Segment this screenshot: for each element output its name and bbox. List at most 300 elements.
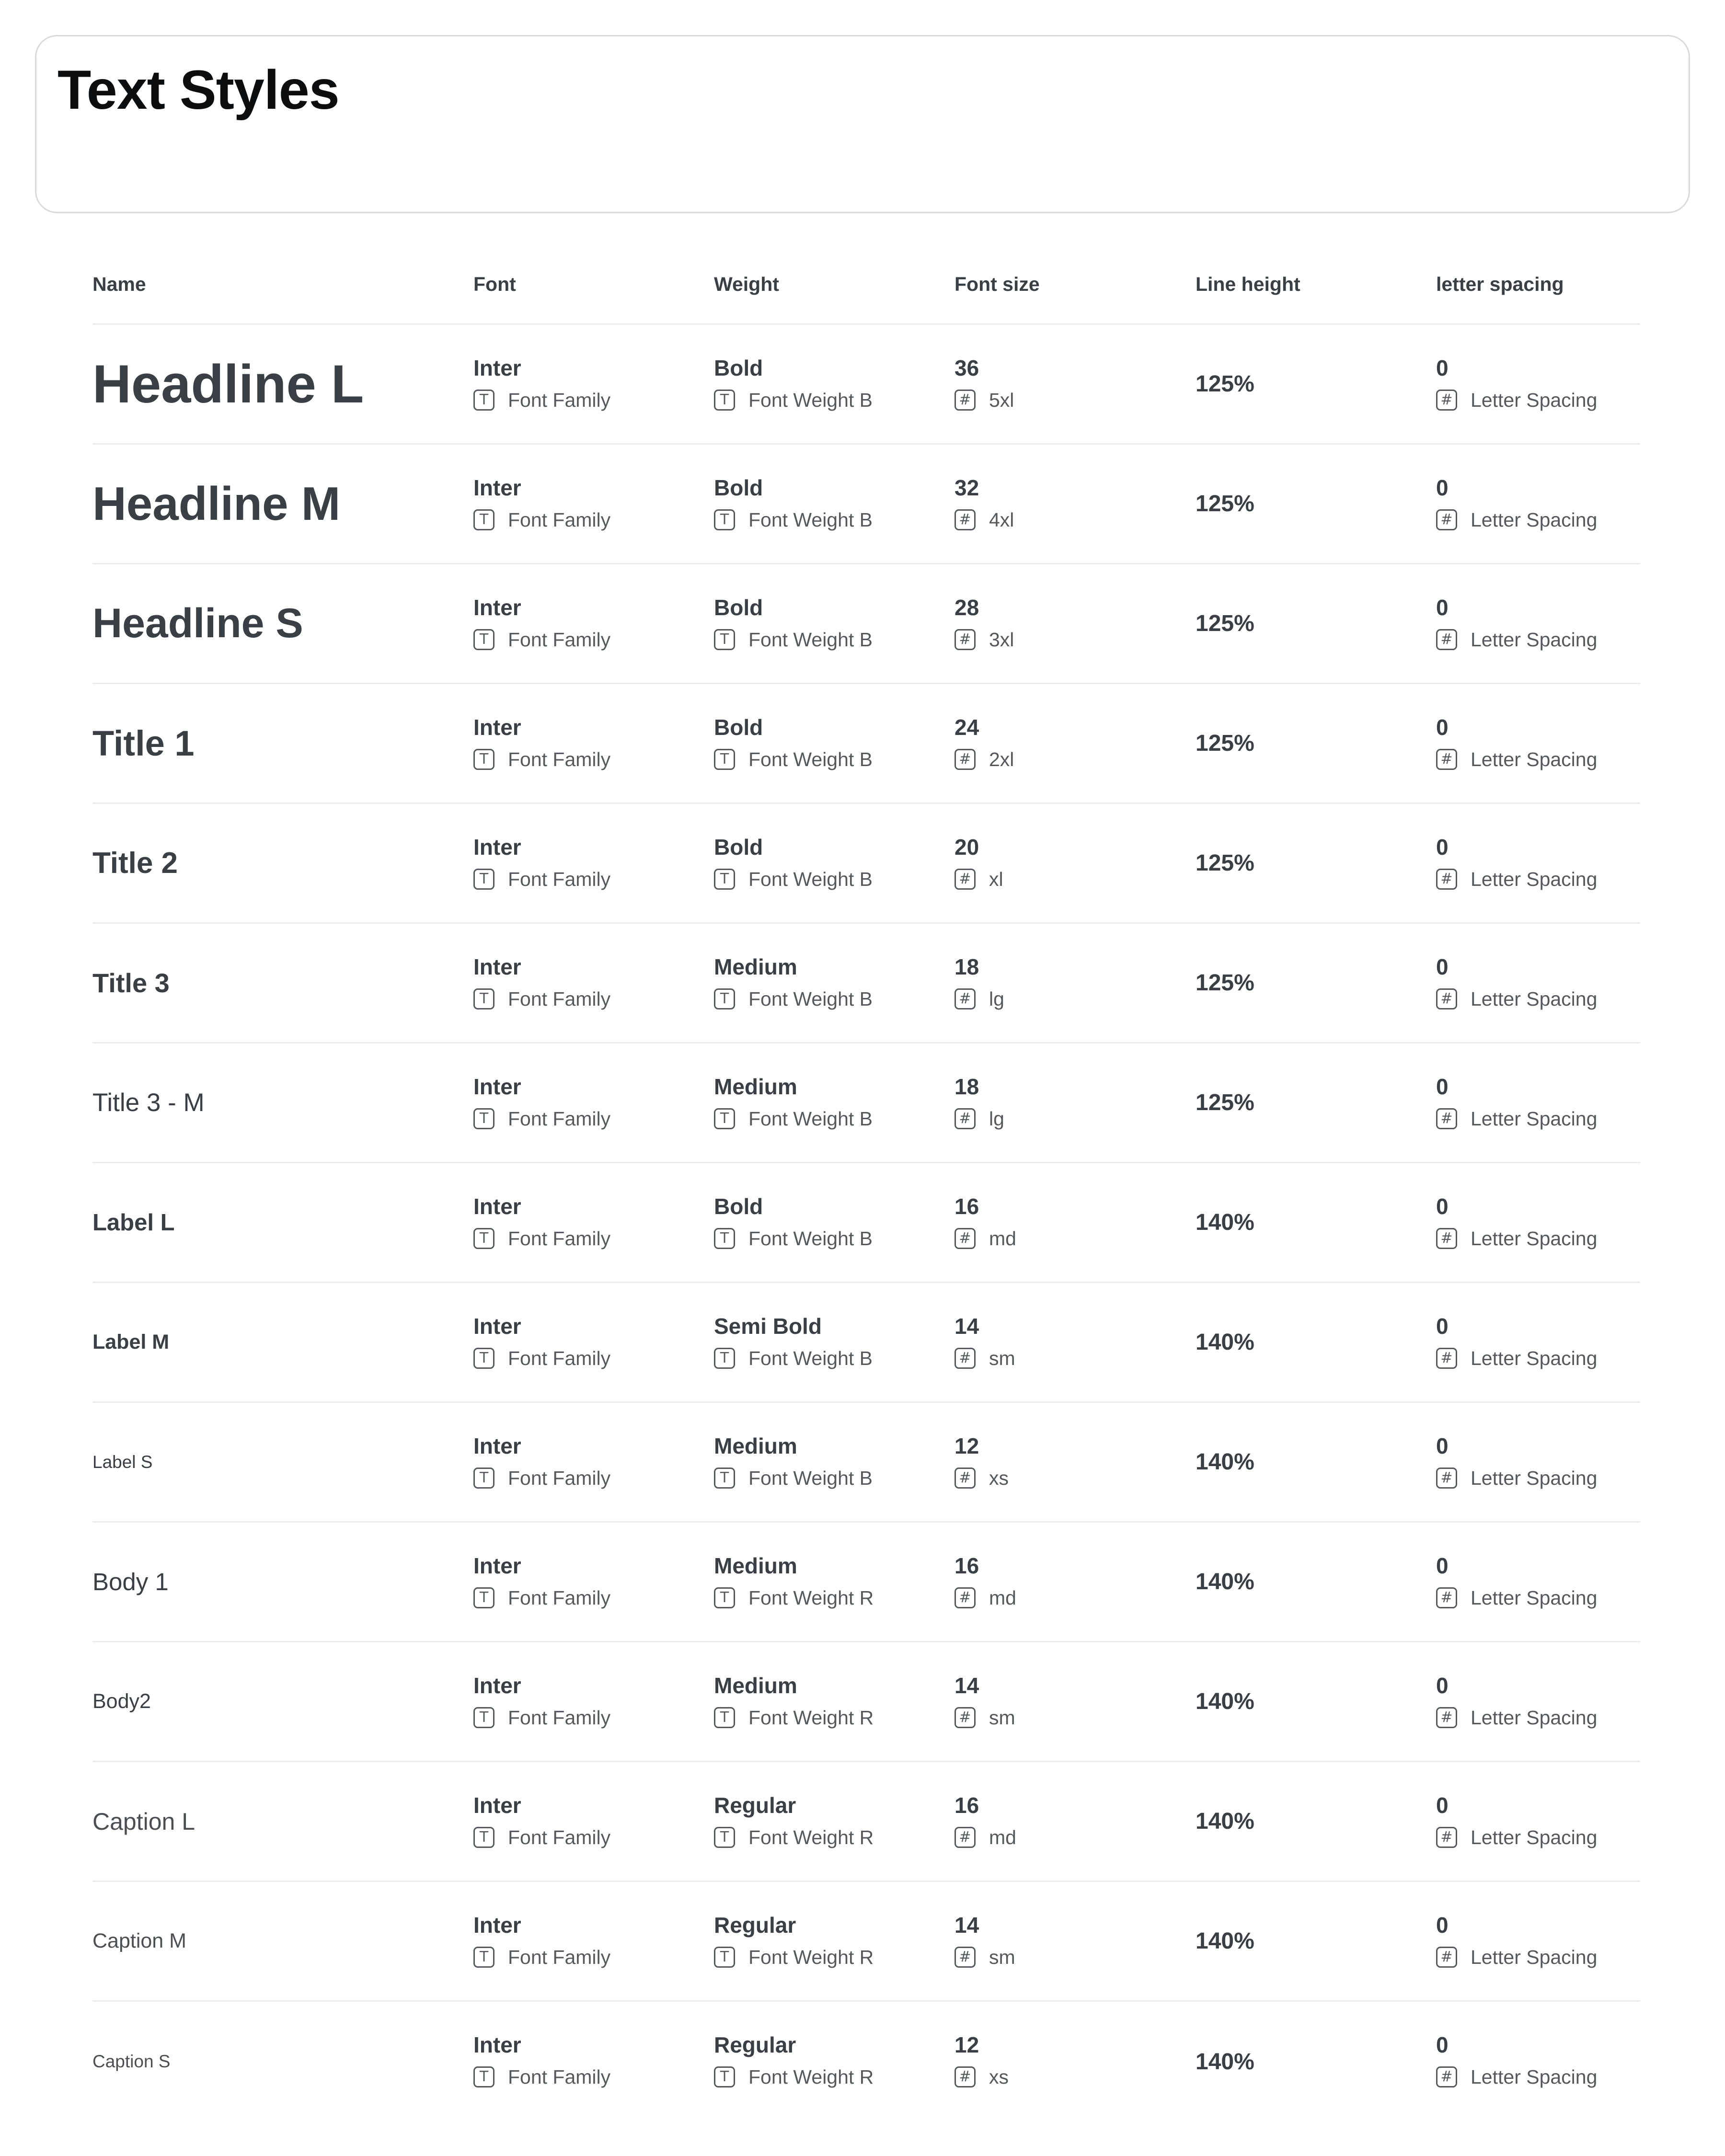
font-token-label: Font Family	[508, 1227, 611, 1250]
hash-icon: #	[954, 1108, 976, 1129]
weight-token	[714, 867, 873, 891]
hash-icon: #	[1436, 1108, 1457, 1129]
weight-token	[714, 987, 873, 1011]
weight-token	[714, 1825, 874, 1849]
type-icon: T	[714, 869, 735, 890]
style-name-cell	[92, 2002, 171, 2122]
letter-spacing-cell	[1436, 1073, 1597, 1131]
line-height-value: 140%	[1196, 2049, 1254, 2075]
font-token	[473, 1107, 610, 1131]
font-value: Inter	[473, 1074, 521, 1099]
style-name-cell	[92, 1044, 205, 1162]
style-name: Body 1	[92, 1568, 169, 1595]
font-size-token-label: xl	[989, 868, 1003, 890]
font-value: Inter	[473, 1434, 521, 1458]
font-size-token-label: xs	[989, 1467, 1009, 1489]
weight-value: Medium	[714, 1434, 797, 1458]
font-value: Inter	[473, 1194, 521, 1219]
font-cell	[473, 834, 610, 891]
font-size-cell	[954, 2031, 1009, 2089]
weight-token	[714, 1227, 873, 1250]
letter-spacing-token	[1436, 1586, 1597, 1610]
letter-spacing-cell	[1436, 1552, 1597, 1610]
weight-cell	[714, 1912, 874, 1969]
letter-spacing-value: 0	[1436, 356, 1449, 380]
weight-cell	[714, 1552, 874, 1610]
type-icon: T	[714, 1228, 735, 1249]
font-value: Inter	[473, 715, 521, 740]
hash-icon: #	[954, 390, 976, 411]
font-token-label: Font Family	[508, 2066, 611, 2088]
font-size-token-label: md	[989, 1587, 1016, 1609]
hash-icon: #	[954, 509, 976, 530]
font-size-value: 24	[954, 715, 979, 740]
font-size-cell	[954, 1672, 1015, 1730]
weight-token-label: Font Weight B	[748, 629, 873, 651]
letter-spacing-token-label: Letter Spacing	[1471, 748, 1598, 770]
weight-value: Bold	[714, 715, 763, 740]
weight-value: Regular	[714, 1913, 796, 1938]
font-value: Inter	[473, 1913, 521, 1938]
letter-spacing-cell	[1436, 1313, 1597, 1370]
font-size-value: 14	[954, 1314, 979, 1339]
hash-icon: #	[1436, 1348, 1457, 1369]
weight-token-label: Font Weight R	[748, 1707, 874, 1729]
letter-spacing-cell	[1436, 2031, 1597, 2089]
style-name-cell	[92, 445, 340, 563]
letter-spacing-cell	[1436, 953, 1597, 1011]
font-cell	[473, 714, 610, 771]
letter-spacing-value: 0	[1436, 595, 1449, 620]
font-size-value: 16	[954, 1553, 979, 1578]
letter-spacing-token	[1436, 1346, 1597, 1370]
type-icon: T	[473, 1587, 494, 1608]
font-token	[473, 1466, 610, 1490]
font-size-token	[954, 1227, 1016, 1250]
type-icon: T	[714, 1108, 735, 1129]
font-token	[473, 2065, 610, 2089]
type-icon: T	[473, 1108, 494, 1129]
font-size-value: 28	[954, 595, 979, 620]
font-size-token	[954, 1945, 1015, 1969]
hash-icon: #	[954, 629, 976, 650]
font-size-token-label: 5xl	[989, 389, 1014, 411]
hash-icon: #	[1436, 1707, 1457, 1728]
line-height-value: 140%	[1196, 1569, 1254, 1594]
table-row	[92, 1044, 1640, 1163]
letter-spacing-token-label: Letter Spacing	[1471, 1826, 1598, 1848]
letter-spacing-token	[1436, 1706, 1597, 1730]
font-size-value: 16	[954, 1194, 979, 1219]
weight-value: Bold	[714, 475, 763, 500]
type-icon: T	[473, 749, 494, 770]
weight-token-label: Font Weight B	[748, 1347, 873, 1369]
font-cell	[473, 953, 610, 1011]
font-size-value: 18	[954, 954, 979, 979]
hash-icon: #	[1436, 1228, 1457, 1249]
font-value: Inter	[473, 835, 521, 860]
style-name-cell	[92, 684, 195, 803]
column-header-name: Name	[92, 273, 146, 295]
style-name-cell	[92, 1882, 186, 2000]
weight-cell	[714, 953, 873, 1011]
font-size-token	[954, 747, 1014, 771]
letter-spacing-value: 0	[1436, 1074, 1449, 1099]
letter-spacing-value: 0	[1436, 1913, 1449, 1938]
font-size-token	[954, 628, 1014, 652]
font-size-value: 12	[954, 1434, 979, 1458]
style-name-cell	[92, 325, 364, 443]
letter-spacing-cell	[1436, 714, 1597, 771]
type-icon: T	[714, 1707, 735, 1728]
text-styles-table	[92, 254, 1640, 2122]
letter-spacing-token-label: Letter Spacing	[1471, 2066, 1598, 2088]
hash-icon: #	[954, 1707, 976, 1728]
weight-token	[714, 1346, 873, 1370]
letter-spacing-token	[1436, 2065, 1597, 2089]
font-token-label: Font Family	[508, 629, 611, 651]
type-icon: T	[473, 1228, 494, 1249]
letter-spacing-token	[1436, 508, 1597, 532]
hash-icon: #	[1436, 509, 1457, 530]
font-size-value: 20	[954, 835, 979, 860]
font-value: Inter	[473, 2032, 521, 2057]
weight-cell	[714, 714, 873, 771]
font-size-cell	[954, 714, 1014, 771]
font-size-value: 36	[954, 356, 979, 380]
weight-token-label: Font Weight B	[748, 988, 873, 1010]
letter-spacing-value: 0	[1436, 835, 1449, 860]
letter-spacing-value: 0	[1436, 1793, 1449, 1818]
hash-icon: #	[1436, 629, 1457, 650]
font-token-label: Font Family	[508, 988, 611, 1010]
font-size-cell	[954, 834, 1003, 891]
style-name-cell	[92, 1523, 169, 1641]
weight-token-label: Font Weight B	[748, 1467, 873, 1489]
letter-spacing-token-label: Letter Spacing	[1471, 629, 1598, 651]
font-cell	[473, 1792, 610, 1849]
line-height-value: 125%	[1196, 970, 1254, 996]
font-token-label: Font Family	[508, 868, 611, 890]
font-size-value: 14	[954, 1913, 979, 1938]
type-icon: T	[714, 1468, 735, 1489]
type-icon: T	[714, 749, 735, 770]
letter-spacing-value: 0	[1436, 1434, 1449, 1458]
weight-token-label: Font Weight B	[748, 509, 873, 531]
table-row	[92, 804, 1640, 924]
weight-token-label: Font Weight B	[748, 748, 873, 770]
type-icon: T	[473, 629, 494, 650]
letter-spacing-cell	[1436, 474, 1597, 532]
style-name: Title 3 - M	[92, 1089, 205, 1117]
line-height-value: 125%	[1196, 1090, 1254, 1115]
style-name: Headline L	[92, 354, 364, 414]
table-row	[92, 1882, 1640, 2002]
type-icon: T	[714, 1947, 735, 1968]
weight-token-label: Font Weight R	[748, 1587, 874, 1609]
letter-spacing-token	[1436, 388, 1597, 412]
weight-value: Regular	[714, 1793, 796, 1818]
type-icon: T	[714, 390, 735, 411]
font-token	[473, 987, 610, 1011]
font-size-token-label: 3xl	[989, 629, 1014, 651]
type-icon: T	[473, 1827, 494, 1848]
font-size-cell	[954, 1792, 1016, 1849]
font-token	[473, 508, 610, 532]
font-size-token	[954, 987, 1004, 1011]
font-value: Inter	[473, 1314, 521, 1339]
line-height-value: 140%	[1196, 1330, 1254, 1355]
font-value: Inter	[473, 954, 521, 979]
hash-icon: #	[954, 2066, 976, 2087]
font-size-token	[954, 1825, 1016, 1849]
weight-token-label: Font Weight R	[748, 1826, 874, 1848]
font-size-token	[954, 1346, 1015, 1370]
font-token-label: Font Family	[508, 1826, 611, 1848]
style-name: Body2	[92, 1690, 151, 1713]
font-size-token	[954, 1706, 1015, 1730]
font-size-token-label: 4xl	[989, 509, 1014, 531]
letter-spacing-token-label: Letter Spacing	[1471, 389, 1598, 411]
weight-token	[714, 1466, 873, 1490]
line-height-value: 140%	[1196, 1449, 1254, 1475]
font-size-token	[954, 1586, 1016, 1610]
letter-spacing-cell	[1436, 1193, 1597, 1250]
style-name: Caption L	[92, 1808, 196, 1835]
hash-icon: #	[1436, 1827, 1457, 1848]
table-row	[92, 1642, 1640, 1762]
font-token-label: Font Family	[508, 748, 611, 770]
type-icon: T	[714, 2066, 735, 2087]
letter-spacing-value: 0	[1436, 2032, 1449, 2057]
font-token	[473, 388, 610, 412]
font-token-label: Font Family	[508, 1946, 611, 1968]
hash-icon: #	[954, 1348, 976, 1369]
font-token-label: Font Family	[508, 1108, 611, 1130]
type-icon: T	[473, 1468, 494, 1489]
table-row	[92, 564, 1640, 684]
font-cell	[473, 1193, 610, 1250]
type-icon: T	[473, 2066, 494, 2087]
letter-spacing-value: 0	[1436, 1194, 1449, 1219]
type-icon: T	[473, 988, 494, 1009]
font-token-label: Font Family	[508, 1707, 611, 1729]
style-name: Caption S	[92, 2052, 171, 2071]
letter-spacing-token	[1436, 747, 1597, 771]
font-value: Inter	[473, 1553, 521, 1578]
weight-cell	[714, 1792, 874, 1849]
letter-spacing-token	[1436, 1825, 1597, 1849]
font-token	[473, 628, 610, 652]
font-size-cell	[954, 1073, 1004, 1131]
font-size-cell	[954, 1193, 1016, 1250]
type-icon: T	[473, 509, 494, 530]
weight-cell	[714, 355, 873, 412]
letter-spacing-value: 0	[1436, 1553, 1449, 1578]
font-size-token-label: md	[989, 1826, 1016, 1848]
hash-icon: #	[954, 749, 976, 770]
line-height-value: 125%	[1196, 491, 1254, 516]
font-cell	[473, 1433, 610, 1490]
font-size-token	[954, 388, 1014, 412]
style-name: Title 3	[92, 968, 170, 998]
type-icon: T	[473, 1707, 494, 1728]
weight-value: Medium	[714, 1074, 797, 1099]
hash-icon: #	[1436, 390, 1457, 411]
letter-spacing-value: 0	[1436, 1673, 1449, 1698]
font-size-value: 14	[954, 1673, 979, 1698]
font-size-cell	[954, 1433, 1009, 1490]
weight-token	[714, 2065, 874, 2089]
hash-icon: #	[954, 1468, 976, 1489]
font-token	[473, 1825, 610, 1849]
font-cell	[473, 1912, 610, 1969]
letter-spacing-token	[1436, 1227, 1597, 1250]
weight-token	[714, 1706, 874, 1730]
type-icon: T	[473, 1348, 494, 1369]
weight-token-label: Font Weight B	[748, 1108, 873, 1130]
page-title: Text Styles	[58, 59, 339, 121]
table-row	[92, 1163, 1640, 1283]
style-name: Title 1	[92, 723, 195, 763]
font-size-cell	[954, 355, 1014, 412]
weight-token	[714, 1945, 874, 1969]
weight-value: Medium	[714, 1673, 797, 1698]
weight-value: Bold	[714, 1194, 763, 1219]
letter-spacing-value: 0	[1436, 715, 1449, 740]
letter-spacing-value: 0	[1436, 475, 1449, 500]
letter-spacing-cell	[1436, 355, 1597, 412]
font-value: Inter	[473, 1793, 521, 1818]
style-name-cell	[92, 1403, 153, 1521]
style-name: Headline S	[92, 600, 303, 646]
weight-token	[714, 1586, 874, 1610]
font-cell	[473, 474, 610, 532]
weight-token	[714, 388, 873, 412]
hash-icon: #	[1436, 2066, 1457, 2087]
font-size-cell	[954, 1313, 1015, 1370]
column-header-font: Font	[473, 273, 516, 295]
style-name: Headline M	[92, 477, 341, 530]
font-token	[473, 1706, 610, 1730]
hash-icon: #	[954, 1827, 976, 1848]
weight-token	[714, 508, 873, 532]
font-cell	[473, 1552, 610, 1610]
type-icon: T	[714, 988, 735, 1009]
font-size-token-label: xs	[989, 2066, 1009, 2088]
font-size-value: 12	[954, 2032, 979, 2057]
line-height-value: 125%	[1196, 850, 1254, 876]
style-name-cell	[92, 564, 303, 683]
hash-icon: #	[954, 1947, 976, 1968]
font-size-token	[954, 1466, 1009, 1490]
table-header-row	[92, 254, 1640, 325]
line-height-value: 140%	[1196, 1689, 1254, 1714]
style-name-cell	[92, 1642, 151, 1761]
font-token-label: Font Family	[508, 1467, 611, 1489]
hash-icon: #	[1436, 869, 1457, 890]
font-size-token-label: sm	[989, 1347, 1015, 1369]
weight-token-label: Font Weight B	[748, 868, 873, 890]
table-row	[92, 924, 1640, 1044]
font-size-value: 18	[954, 1074, 979, 1099]
font-token	[473, 1586, 610, 1610]
style-name-cell	[92, 924, 170, 1042]
letter-spacing-token-label: Letter Spacing	[1471, 1108, 1598, 1130]
type-icon: T	[473, 390, 494, 411]
table-row	[92, 325, 1640, 445]
style-name: Label L	[92, 1209, 175, 1236]
font-size-token-label: lg	[989, 988, 1004, 1010]
table-row	[92, 1762, 1640, 1882]
style-name: Caption M	[92, 1929, 186, 1952]
letter-spacing-cell	[1436, 1792, 1597, 1849]
style-name: Label M	[92, 1330, 170, 1353]
font-size-token-label: 2xl	[989, 748, 1014, 770]
font-cell	[473, 2031, 610, 2089]
column-header-letter-spacing: letter spacing	[1436, 273, 1564, 295]
letter-spacing-token	[1436, 867, 1597, 891]
font-size-cell	[954, 474, 1014, 532]
type-icon: T	[714, 1587, 735, 1608]
weight-token-label: Font Weight R	[748, 2066, 874, 2088]
font-value: Inter	[473, 356, 521, 380]
font-token-label: Font Family	[508, 1587, 611, 1609]
letter-spacing-token-label: Letter Spacing	[1471, 1707, 1598, 1729]
letter-spacing-cell	[1436, 1672, 1597, 1730]
weight-cell	[714, 474, 873, 532]
weight-value: Medium	[714, 954, 797, 979]
weight-cell	[714, 1193, 873, 1250]
letter-spacing-token-label: Letter Spacing	[1471, 1946, 1598, 1968]
hash-icon: #	[954, 869, 976, 890]
line-height-value: 140%	[1196, 1809, 1254, 1834]
table-row	[92, 445, 1640, 564]
line-height-value: 140%	[1196, 1928, 1254, 1954]
letter-spacing-cell	[1436, 834, 1597, 891]
font-size-token-label: sm	[989, 1707, 1015, 1729]
style-name: Label S	[92, 1452, 153, 1472]
font-cell	[473, 1073, 610, 1131]
weight-value: Regular	[714, 2032, 796, 2057]
line-height-value: 140%	[1196, 1210, 1254, 1235]
style-name-cell	[92, 1163, 175, 1282]
font-value: Inter	[473, 1673, 521, 1698]
weight-token-label: Font Weight B	[748, 1227, 873, 1250]
line-height-value: 125%	[1196, 611, 1254, 636]
font-size-value: 16	[954, 1793, 979, 1818]
weight-cell	[714, 2031, 874, 2089]
weight-cell	[714, 1073, 873, 1131]
hash-icon: #	[954, 988, 976, 1009]
weight-value: Bold	[714, 595, 763, 620]
type-icon: T	[473, 1947, 494, 1968]
style-name-cell	[92, 1762, 195, 1881]
letter-spacing-token-label: Letter Spacing	[1471, 1467, 1598, 1489]
column-header-font-size: Font size	[954, 273, 1040, 295]
weight-cell	[714, 1433, 873, 1490]
type-icon: T	[714, 1348, 735, 1369]
column-header-line-height: Line height	[1196, 273, 1300, 295]
letter-spacing-token-label: Letter Spacing	[1471, 1227, 1598, 1250]
font-token	[473, 1227, 610, 1250]
font-token	[473, 747, 610, 771]
font-cell	[473, 1313, 610, 1370]
type-icon: T	[714, 629, 735, 650]
letter-spacing-token	[1436, 1466, 1597, 1490]
font-size-token-label: lg	[989, 1108, 1004, 1130]
letter-spacing-token	[1436, 628, 1597, 652]
